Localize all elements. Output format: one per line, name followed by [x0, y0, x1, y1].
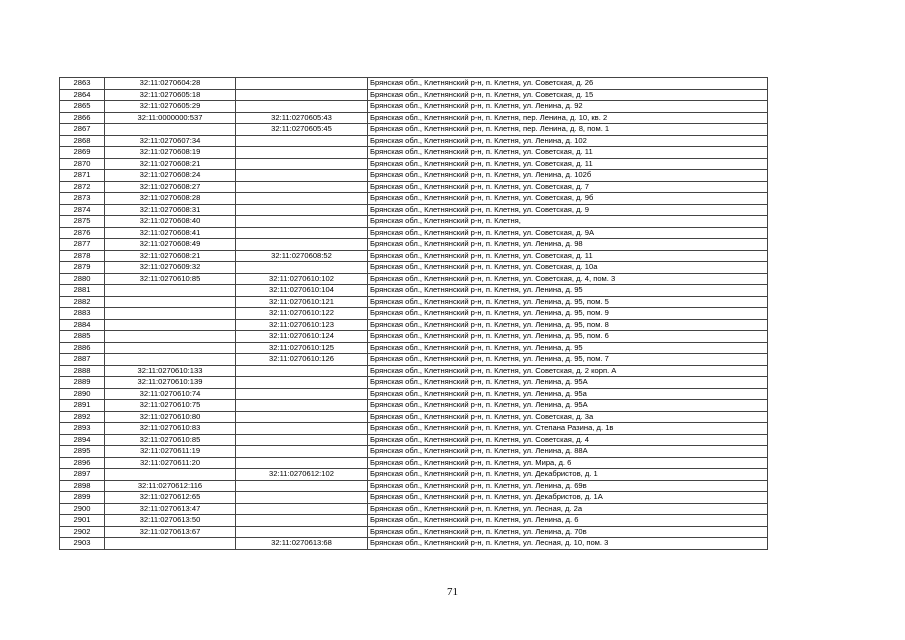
- address-cell: Брянская обл., Клетнянский р-н, п. Клетня, ул. Советская, д. 26: [368, 78, 768, 90]
- row-number-cell: 2871: [60, 170, 105, 182]
- related-cadastral-number-cell: 32:11:0270613:68: [236, 538, 368, 550]
- table-row: [60, 342, 768, 354]
- related-cadastral-number-cell: [236, 204, 368, 216]
- related-cadastral-number-cell: 32:11:0270605:43: [236, 112, 368, 124]
- address-cell: Брянская обл., Клетнянский р-н, п. Клетня, пер. Ленина, д. 10, кв. 2: [368, 112, 768, 124]
- table-row: [60, 480, 768, 492]
- cadastral-number-cell: 32:11:0270612:116: [105, 480, 236, 492]
- cadastral-number-cell: 32:11:0270612:65: [105, 492, 236, 504]
- cadastral-number-cell: 32:11:0270608:41: [105, 227, 236, 239]
- cadastral-number-cell: 32:11:0270608:27: [105, 181, 236, 193]
- address-cell: Брянская обл., Клетнянский р-н, п. Клетня, ул. Советская, д. 2 корп. А: [368, 365, 768, 377]
- cadastral-number-cell: 32:11:0270610:80: [105, 411, 236, 423]
- cadastral-number-cell: 32:11:0270611:19: [105, 446, 236, 458]
- cadastral-number-cell: 32:11:0270608:24: [105, 170, 236, 182]
- related-cadastral-number-cell: [236, 423, 368, 435]
- row-number-cell: 2900: [60, 503, 105, 515]
- row-number-cell: 2890: [60, 388, 105, 400]
- related-cadastral-number-cell: [236, 388, 368, 400]
- related-cadastral-number-cell: [236, 170, 368, 182]
- table-row: [60, 469, 768, 481]
- cadastral-number-cell: [105, 308, 236, 320]
- row-number-cell: 2879: [60, 262, 105, 274]
- related-cadastral-number-cell: [236, 492, 368, 504]
- related-cadastral-number-cell: [236, 227, 368, 239]
- cadastral-number-cell: 32:11:0270608:49: [105, 239, 236, 251]
- address-cell: Брянская обл., Клетнянский р-н, п. Клетня, ул. Советская, д. 3а: [368, 411, 768, 423]
- table-row: [60, 170, 768, 182]
- row-number-cell: 2874: [60, 204, 105, 216]
- cadastral-number-cell: 32:11:0270604:28: [105, 78, 236, 90]
- cadastral-number-cell: [105, 469, 236, 481]
- table-row: [60, 112, 768, 124]
- table-row: [60, 457, 768, 469]
- table-row: [60, 377, 768, 389]
- row-number-cell: 2887: [60, 354, 105, 366]
- table-row: [60, 101, 768, 113]
- related-cadastral-number-cell: [236, 147, 368, 159]
- row-number-cell: 2877: [60, 239, 105, 251]
- related-cadastral-number-cell: [236, 181, 368, 193]
- row-number-cell: 2865: [60, 101, 105, 113]
- row-number-cell: 2885: [60, 331, 105, 343]
- address-cell: Брянская обл., Клетнянский р-н, п. Клетня, ул. Ленина, д. 69в: [368, 480, 768, 492]
- address-cell: Брянская обл., Клетнянский р-н, п. Клетня, ул. Советская, д. 4: [368, 434, 768, 446]
- cadastral-number-cell: 32:11:0270610:139: [105, 377, 236, 389]
- table-row: [60, 446, 768, 458]
- cadastral-number-cell: 32:11:0270611:20: [105, 457, 236, 469]
- table-row: [60, 158, 768, 170]
- cadastral-number-cell: 32:11:0270608:21: [105, 250, 236, 262]
- related-cadastral-number-cell: 32:11:0270610:121: [236, 296, 368, 308]
- cadastral-number-cell: [105, 296, 236, 308]
- row-number-cell: 2882: [60, 296, 105, 308]
- table-row: [60, 262, 768, 274]
- address-cell: Брянская обл., Клетнянский р-н, п. Клетня, ул. Ленина, д. 95а: [368, 388, 768, 400]
- related-cadastral-number-cell: [236, 158, 368, 170]
- address-cell: Брянская обл., Клетнянский р-н, п. Клетня, ул. Советская, д. 4, пом. 3: [368, 273, 768, 285]
- cadastral-number-cell: 32:11:0270605:18: [105, 89, 236, 101]
- row-number-cell: 2889: [60, 377, 105, 389]
- address-cell: Брянская обл., Клетнянский р-н, п. Клетня, ул. Советская, д. 9б: [368, 193, 768, 205]
- cadastral-number-cell: 32:11:0270609:32: [105, 262, 236, 274]
- cadastral-number-cell: 32:11:0270613:50: [105, 515, 236, 527]
- related-cadastral-number-cell: 32:11:0270610:122: [236, 308, 368, 320]
- address-cell: Брянская обл., Клетнянский р-н, п. Клетня, ул. Ленина, д. 95, пом. 7: [368, 354, 768, 366]
- row-number-cell: 2866: [60, 112, 105, 124]
- address-cell: Брянская обл., Клетнянский р-н, п. Клетня, ул. Ленина, д. 95: [368, 285, 768, 297]
- table-row: [60, 239, 768, 251]
- related-cadastral-number-cell: 32:11:0270610:125: [236, 342, 368, 354]
- cadastral-number-cell: 32:11:0000000:537: [105, 112, 236, 124]
- table-row: [60, 250, 768, 262]
- row-number-cell: 2880: [60, 273, 105, 285]
- address-cell: Брянская обл., Клетнянский р-н, п. Клетня, ул. Ленина, д. 95, пом. 5: [368, 296, 768, 308]
- related-cadastral-number-cell: [236, 216, 368, 228]
- cadastral-number-cell: [105, 342, 236, 354]
- row-number-cell: 2875: [60, 216, 105, 228]
- table-row: [60, 526, 768, 538]
- cadastral-number-cell: 32:11:0270610:85: [105, 273, 236, 285]
- row-number-cell: 2868: [60, 135, 105, 147]
- row-number-cell: 2896: [60, 457, 105, 469]
- cadastral-number-cell: 32:11:0270605:29: [105, 101, 236, 113]
- related-cadastral-number-cell: [236, 135, 368, 147]
- address-cell: Брянская обл., Клетнянский р-н, п. Клетня, ул. Советская, д. 11: [368, 158, 768, 170]
- row-number-cell: 2898: [60, 480, 105, 492]
- row-number-cell: 2901: [60, 515, 105, 527]
- address-cell: Брянская обл., Клетнянский р-н, п. Клетня, ул. Мира, д. 6: [368, 457, 768, 469]
- cadastral-number-cell: 32:11:0270610:74: [105, 388, 236, 400]
- related-cadastral-number-cell: [236, 457, 368, 469]
- related-cadastral-number-cell: 32:11:0270610:124: [236, 331, 368, 343]
- cadastral-number-cell: [105, 285, 236, 297]
- table-row: [60, 147, 768, 159]
- cadastral-number-cell: 32:11:0270613:47: [105, 503, 236, 515]
- address-cell: Брянская обл., Клетнянский р-н, п. Клетня, ул. Советская, д. 11: [368, 250, 768, 262]
- table-row: [60, 227, 768, 239]
- address-cell: Брянская обл., Клетнянский р-н, п. Клетня, ул. Советская, д. 7: [368, 181, 768, 193]
- related-cadastral-number-cell: 32:11:0270610:126: [236, 354, 368, 366]
- cadastral-number-cell: 32:11:0270610:83: [105, 423, 236, 435]
- row-number-cell: 2864: [60, 89, 105, 101]
- table-row: [60, 331, 768, 343]
- table-row: [60, 319, 768, 331]
- row-number-cell: 2883: [60, 308, 105, 320]
- cadastral-number-cell: 32:11:0270610:75: [105, 400, 236, 412]
- address-cell: Брянская обл., Клетнянский р-н, п. Клетня, ул. Советская, д. 10а: [368, 262, 768, 274]
- row-number-cell: 2892: [60, 411, 105, 423]
- cadastral-number-cell: [105, 354, 236, 366]
- address-cell: Брянская обл., Клетнянский р-н, п. Клетня, ул. Лесная, д. 2а: [368, 503, 768, 515]
- cadastral-number-cell: [105, 319, 236, 331]
- row-number-cell: 2872: [60, 181, 105, 193]
- table-row: [60, 503, 768, 515]
- address-cell: Брянская обл., Клетнянский р-н, п. Клетня, ул. Ленина, д. 102: [368, 135, 768, 147]
- address-cell: Брянская обл., Клетнянский р-н, п. Клетня, ул. Ленина, д. 92: [368, 101, 768, 113]
- table-row: [60, 538, 768, 550]
- related-cadastral-number-cell: [236, 377, 368, 389]
- related-cadastral-number-cell: [236, 503, 368, 515]
- address-cell: Брянская обл., Клетнянский р-н, п. Клетня, ул. Советская, д. 9: [368, 204, 768, 216]
- row-number-cell: 2863: [60, 78, 105, 90]
- address-cell: Брянская обл., Клетнянский р-н, п. Клетня, ул. Советская, д. 9А: [368, 227, 768, 239]
- address-cell: Брянская обл., Клетнянский р-н, п. Клетня, пер. Ленина, д. 8, пом. 1: [368, 124, 768, 136]
- cadastral-number-cell: 32:11:0270608:28: [105, 193, 236, 205]
- row-number-cell: 2873: [60, 193, 105, 205]
- table-row: [60, 434, 768, 446]
- related-cadastral-number-cell: 32:11:0270608:52: [236, 250, 368, 262]
- table-row: [60, 181, 768, 193]
- address-cell: Брянская обл., Клетнянский р-н, п. Клетня, ул. Ленина, д. 70в: [368, 526, 768, 538]
- row-number-cell: 2884: [60, 319, 105, 331]
- table-row: [60, 89, 768, 101]
- related-cadastral-number-cell: [236, 411, 368, 423]
- address-cell: Брянская обл., Клетнянский р-н, п. Клетня, ул. Лесная, д. 10, пом. 3: [368, 538, 768, 550]
- row-number-cell: 2867: [60, 124, 105, 136]
- row-number-cell: 2902: [60, 526, 105, 538]
- table-row: [60, 411, 768, 423]
- address-cell: Брянская обл., Клетнянский р-н, п. Клетня,: [368, 216, 768, 228]
- cadastral-number-cell: 32:11:0270608:40: [105, 216, 236, 228]
- address-cell: Брянская обл., Клетнянский р-н, п. Клетня, ул. Декабристов, д. 1А: [368, 492, 768, 504]
- table-row: [60, 124, 768, 136]
- address-cell: Брянская обл., Клетнянский р-н, п. Клетня, ул. Ленина, д. 98: [368, 239, 768, 251]
- table-row: [60, 400, 768, 412]
- row-number-cell: 2876: [60, 227, 105, 239]
- row-number-cell: 2897: [60, 469, 105, 481]
- cadastral-number-cell: 32:11:0270610:85: [105, 434, 236, 446]
- related-cadastral-number-cell: 32:11:0270610:104: [236, 285, 368, 297]
- cadastral-number-cell: 32:11:0270608:21: [105, 158, 236, 170]
- related-cadastral-number-cell: [236, 515, 368, 527]
- related-cadastral-number-cell: [236, 526, 368, 538]
- address-cell: Брянская обл., Клетнянский р-н, п. Клетня, ул. Ленина, д. 88А: [368, 446, 768, 458]
- related-cadastral-number-cell: 32:11:0270610:123: [236, 319, 368, 331]
- address-cell: Брянская обл., Клетнянский р-н, п. Клетня, ул. Декабристов, д. 1: [368, 469, 768, 481]
- related-cadastral-number-cell: [236, 239, 368, 251]
- property-register-table: [59, 77, 768, 550]
- related-cadastral-number-cell: [236, 262, 368, 274]
- row-number-cell: 2886: [60, 342, 105, 354]
- cadastral-number-cell: 32:11:0270608:31: [105, 204, 236, 216]
- address-cell: Брянская обл., Клетнянский р-н, п. Клетня, ул. Ленина, д. 102б: [368, 170, 768, 182]
- related-cadastral-number-cell: [236, 400, 368, 412]
- table-row: [60, 285, 768, 297]
- address-cell: Брянская обл., Клетнянский р-н, п. Клетня, ул. Ленина, д. 95, пом. 6: [368, 331, 768, 343]
- page-number: 71: [447, 586, 458, 598]
- address-cell: Брянская обл., Клетнянский р-н, п. Клетня, ул. Советская, д. 15: [368, 89, 768, 101]
- cadastral-number-cell: 32:11:0270613:67: [105, 526, 236, 538]
- table-row: [60, 423, 768, 435]
- related-cadastral-number-cell: [236, 434, 368, 446]
- address-cell: Брянская обл., Клетнянский р-н, п. Клетня, ул. Ленина, д. 6: [368, 515, 768, 527]
- row-number-cell: 2891: [60, 400, 105, 412]
- row-number-cell: 2899: [60, 492, 105, 504]
- table-row: [60, 296, 768, 308]
- address-cell: Брянская обл., Клетнянский р-н, п. Клетня, ул. Советская, д. 11: [368, 147, 768, 159]
- related-cadastral-number-cell: [236, 78, 368, 90]
- cadastral-number-cell: [105, 331, 236, 343]
- related-cadastral-number-cell: [236, 89, 368, 101]
- related-cadastral-number-cell: 32:11:0270612:102: [236, 469, 368, 481]
- cadastral-number-cell: 32:11:0270610:133: [105, 365, 236, 377]
- related-cadastral-number-cell: [236, 193, 368, 205]
- row-number-cell: 2903: [60, 538, 105, 550]
- related-cadastral-number-cell: [236, 101, 368, 113]
- address-cell: Брянская обл., Клетнянский р-н, п. Клетня, ул. Степана Разина, д. 1в: [368, 423, 768, 435]
- cadastral-number-cell: 32:11:0270608:19: [105, 147, 236, 159]
- row-number-cell: 2878: [60, 250, 105, 262]
- row-number-cell: 2869: [60, 147, 105, 159]
- table-row: [60, 216, 768, 228]
- table-row: [60, 193, 768, 205]
- table-row: [60, 273, 768, 285]
- address-cell: Брянская обл., Клетнянский р-н, п. Клетня, ул. Ленина, д. 95, пом. 8: [368, 319, 768, 331]
- table-row: [60, 204, 768, 216]
- related-cadastral-number-cell: [236, 365, 368, 377]
- cadastral-number-cell: 32:11:0270607:34: [105, 135, 236, 147]
- table-row: [60, 308, 768, 320]
- table-row: [60, 354, 768, 366]
- table-row: [60, 388, 768, 400]
- address-cell: Брянская обл., Клетнянский р-н, п. Клетня, ул. Ленина, д. 95А: [368, 400, 768, 412]
- cadastral-number-cell: [105, 538, 236, 550]
- cadastral-number-cell: [105, 124, 236, 136]
- table-row: [60, 365, 768, 377]
- related-cadastral-number-cell: [236, 480, 368, 492]
- address-cell: Брянская обл., Клетнянский р-н, п. Клетня, ул. Ленина, д. 95А: [368, 377, 768, 389]
- related-cadastral-number-cell: 32:11:0270610:102: [236, 273, 368, 285]
- row-number-cell: 2894: [60, 434, 105, 446]
- related-cadastral-number-cell: [236, 446, 368, 458]
- table-row: [60, 492, 768, 504]
- related-cadastral-number-cell: 32:11:0270605:45: [236, 124, 368, 136]
- row-number-cell: 2895: [60, 446, 105, 458]
- row-number-cell: 2893: [60, 423, 105, 435]
- address-cell: Брянская обл., Клетнянский р-н, п. Клетня, ул. Ленина, д. 95, пом. 9: [368, 308, 768, 320]
- table-body: [60, 78, 768, 550]
- address-cell: Брянская обл., Клетнянский р-н, п. Клетня, ул. Ленина, д. 95: [368, 342, 768, 354]
- row-number-cell: 2870: [60, 158, 105, 170]
- table-row: [60, 78, 768, 90]
- row-number-cell: 2881: [60, 285, 105, 297]
- row-number-cell: 2888: [60, 365, 105, 377]
- table-row: [60, 135, 768, 147]
- table-row: [60, 515, 768, 527]
